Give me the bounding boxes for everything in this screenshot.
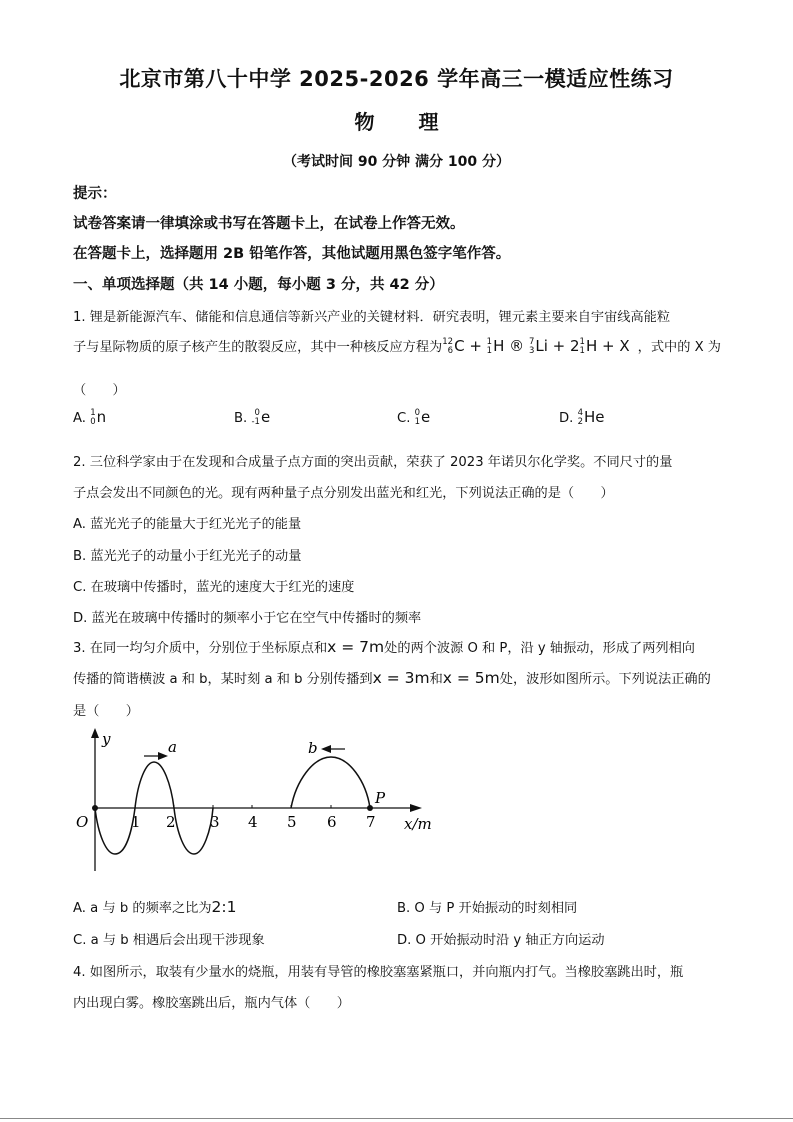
subject-char-2: 理 bbox=[418, 110, 439, 134]
exam-info: （考试时间 90 分钟 满分 100 分） bbox=[282, 154, 511, 170]
point-p-label: P bbox=[375, 789, 386, 807]
q2-line-2: 子点会发出不同颜色的光。现有两种量子点分别发出蓝光和红光，下列说法正确的是（ ） bbox=[73, 486, 614, 501]
q2-line-1: 2. 三位科学家由于在发现和合成量子点方面的突出贡献，荣获了 2023 年诺贝尔化学奖。不同尺寸的量 bbox=[73, 455, 673, 470]
q1-answer-blank: （ ） bbox=[73, 383, 126, 398]
wave-b-curve bbox=[291, 757, 370, 808]
tick-label-4: 4 bbox=[248, 813, 258, 831]
tick-label-2: 2 bbox=[166, 813, 176, 831]
q1-option-d: D. 4 2 He bbox=[559, 407, 605, 427]
q3-math-x3: x = 3m bbox=[372, 669, 430, 687]
q2-option-c: C. 在玻璃中传播时，蓝光的速度大于红光的速度 bbox=[73, 580, 355, 595]
origin-label: O bbox=[76, 813, 89, 831]
q2-option-b: B. 蓝光光子的动量小于红光光子的动量 bbox=[73, 549, 302, 564]
q2-option-d: D. 蓝光在玻璃中传播时的频率小于它在空气中传播时的频率 bbox=[73, 611, 422, 626]
section-heading: 一、单项选择题（共 14 小题，每小题 3 分，共 42 分） bbox=[73, 277, 444, 293]
q3-option-a: A. a 与 b 的频率之比为2:1 bbox=[73, 898, 237, 916]
wave-figure bbox=[70, 726, 450, 876]
q1-line-2-post: ，式中的 X 为 bbox=[637, 340, 721, 355]
h2-num: 1 bbox=[579, 345, 585, 356]
x-axis-label: x/m bbox=[404, 815, 432, 833]
q1-option-a: A. 1 0 n bbox=[73, 407, 107, 427]
y-axis-arrow bbox=[91, 728, 99, 738]
x-symbol: X bbox=[619, 337, 630, 355]
q3-math-x7: x = 7m bbox=[327, 638, 385, 656]
li-symbol: Li bbox=[535, 337, 548, 355]
tick-label-7: 7 bbox=[366, 813, 376, 831]
point-p bbox=[367, 805, 373, 811]
tick-label-3: 3 bbox=[210, 813, 220, 831]
wave-b-label: b bbox=[308, 739, 318, 757]
instructions-line-2: 在答题卡上，选择题用 2B 铅笔作答，其他试题用黑色签字笔作答。 bbox=[73, 246, 511, 262]
reaction-arrow: ® bbox=[509, 337, 525, 355]
q1-equation: 12 6 C + 1 1 H ® 7 3 Li + 2 1 1 H + X bbox=[442, 336, 630, 356]
instructions-line-1: 试卷答案请一律填涂或书写在答题卡上，在试卷上作答无效。 bbox=[73, 216, 465, 232]
q4-line-1: 4. 如图所示，取装有少量水的烧瓶，用装有导管的橡胶塞塞紧瓶口，并向瓶内打气。当橡胶塞跳出时，瓶 bbox=[73, 965, 684, 980]
q3-option-b: B. O 与 P 开始振动的时刻相同 bbox=[397, 901, 578, 916]
instructions-label: 提示： bbox=[73, 186, 117, 202]
li-mass: 7 bbox=[528, 336, 535, 347]
q2-option-a: A. 蓝光光子的能量大于红光光子的能量 bbox=[73, 517, 302, 532]
h-mass: 1 bbox=[486, 336, 493, 347]
page-title: 北京市第八十中学 2025-2026 学年高三一模适应性练习 bbox=[119, 67, 674, 91]
li-num: 3 bbox=[528, 345, 535, 356]
q4-line-2: 内出现白雾。橡胶塞跳出后，瓶内气体（ ） bbox=[73, 996, 350, 1011]
q3-option-d: D. O 开始振动时沿 y 轴正方向运动 bbox=[397, 933, 605, 948]
q3-line-1: 3. 在同一均匀介质中，分别位于坐标原点和x = 7m处的两个波源 O 和 P，沿 y 轴振动，形成了两列相向 bbox=[73, 638, 695, 656]
q3-ratio: 2:1 bbox=[211, 898, 237, 916]
tick-label-5: 5 bbox=[287, 813, 297, 831]
q1-line-2 bbox=[73, 336, 721, 356]
c-num: 6 bbox=[447, 345, 454, 356]
q1-line-2-pre: 子与星际物质的原子核产生的散裂反应，其中一种核反应方程为 bbox=[73, 340, 443, 355]
q1-option-c: C. 0 1 e bbox=[397, 407, 431, 427]
q1-line-1: 1. 锂是新能源汽车、储能和信息通信等新兴产业的关键材料．研究表明，锂元素主要来自宇宙线高能粒 bbox=[73, 310, 671, 325]
q3-option-c: C. a 与 b 相遇后会出现干涉现象 bbox=[73, 933, 265, 948]
q3-math-x5: x = 5m bbox=[442, 669, 500, 687]
h2-mass: 1 bbox=[579, 336, 585, 347]
c-symbol: C bbox=[454, 337, 465, 355]
subject-title bbox=[0, 106, 793, 135]
q3-line-3: 是（ ） bbox=[73, 704, 139, 719]
x-axis-arrow bbox=[410, 804, 422, 812]
h-symbol: H bbox=[493, 337, 505, 355]
h2-symbol: H bbox=[585, 337, 598, 355]
h2-coefficient: 2 bbox=[570, 337, 580, 355]
point-o bbox=[92, 805, 98, 811]
c-mass: 12 bbox=[442, 336, 454, 347]
h-num: 1 bbox=[486, 345, 493, 356]
page-bottom-rule bbox=[0, 1118, 793, 1119]
y-axis-label: y bbox=[102, 730, 111, 748]
tick-label-1: 1 bbox=[131, 813, 141, 831]
subject-char-1: 物 bbox=[354, 110, 375, 134]
q1-option-b: B. 0 -1 e bbox=[234, 407, 271, 427]
tick-label-6: 6 bbox=[327, 813, 337, 831]
q3-line-2: 传播的简谐横波 a 和 b，某时刻 a 和 b 分别传播到x = 3m和x = 5m处，波形如图所示。下列说法正确的 bbox=[73, 669, 711, 687]
wave-a-label: a bbox=[168, 738, 177, 756]
